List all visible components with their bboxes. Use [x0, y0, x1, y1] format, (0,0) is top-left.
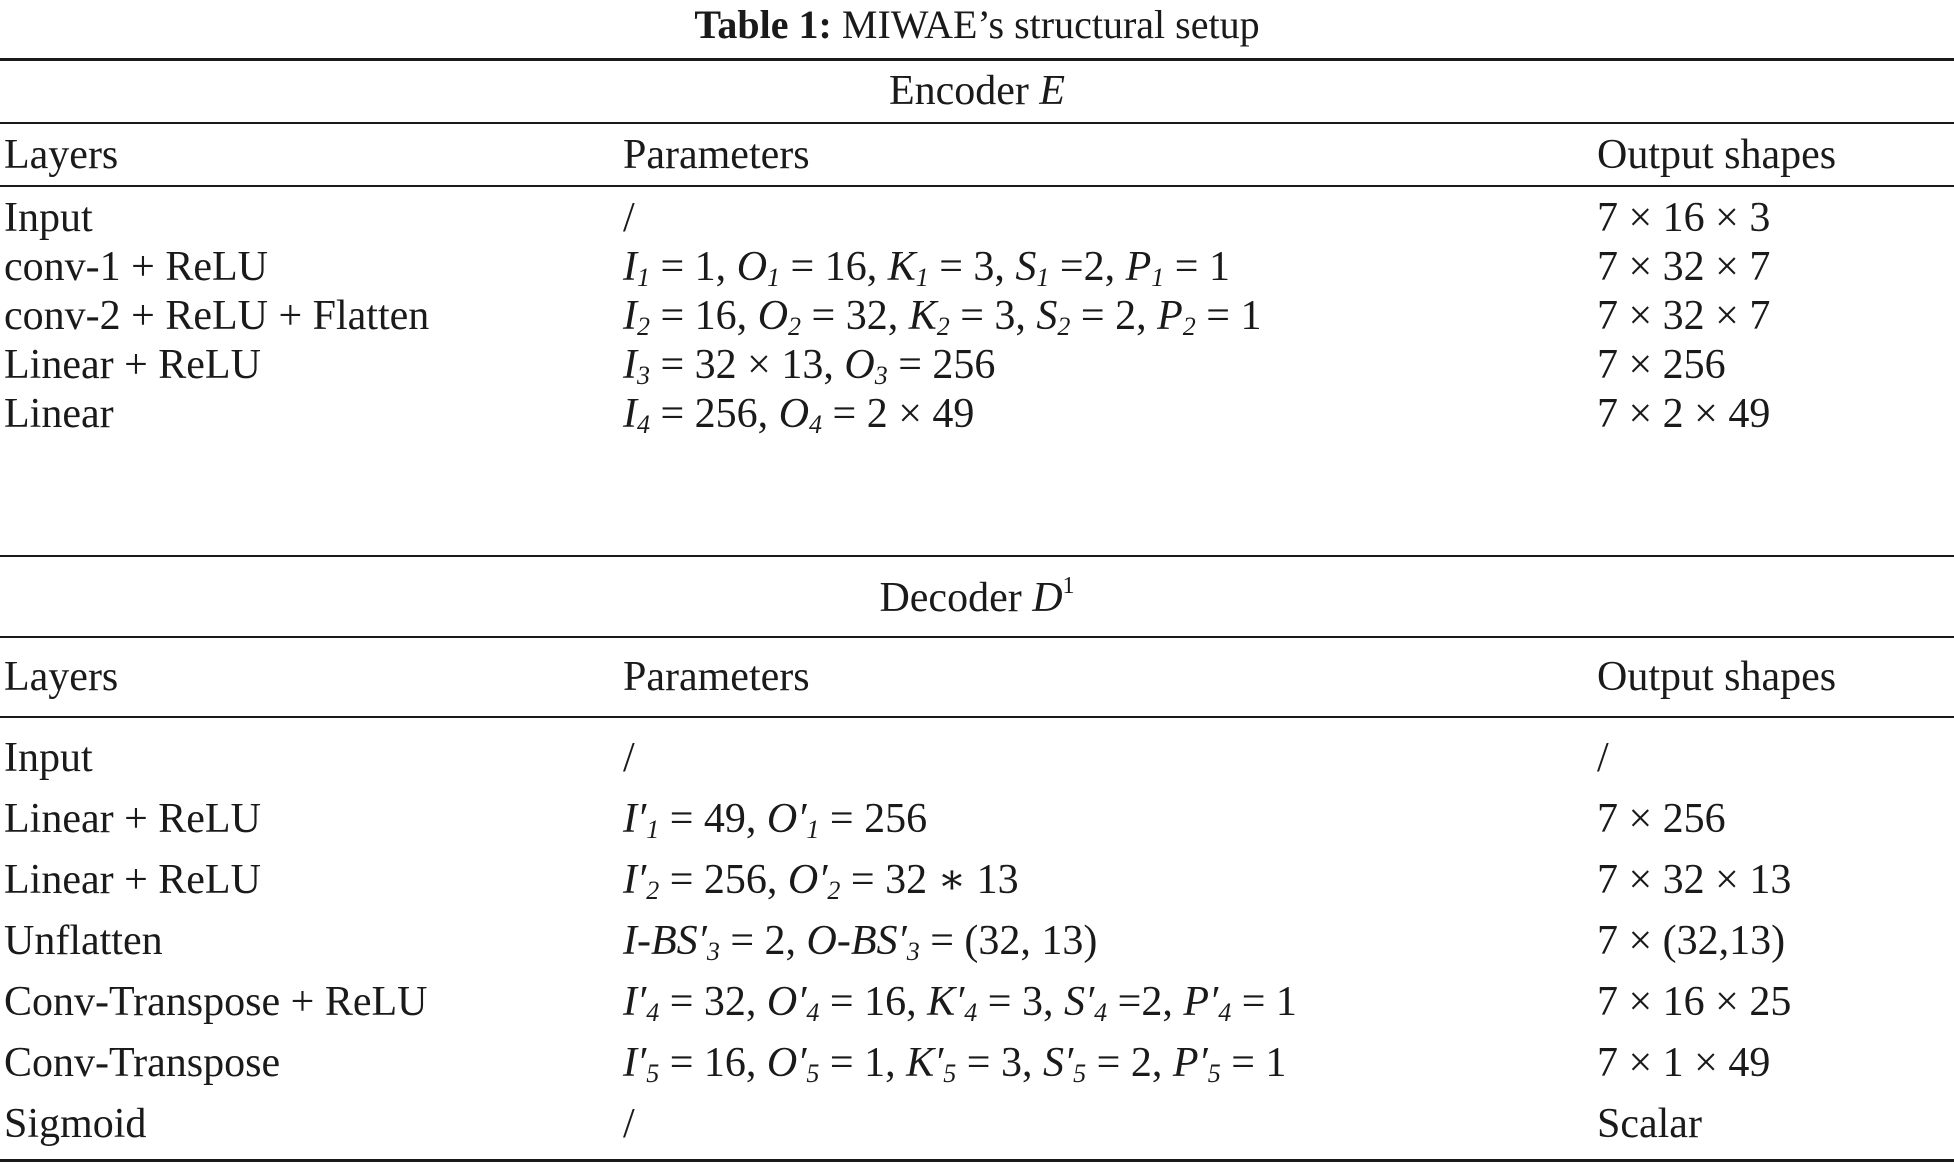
- output-cell: 7 × 1 × 49: [1597, 1040, 1771, 1086]
- encoder-title-rule: [0, 122, 1954, 124]
- table-caption: [0, 0, 1954, 50]
- encoder-bottom-rule: [0, 555, 1954, 557]
- layer-cell: Linear + ReLU: [4, 342, 261, 388]
- params-cell: $I'_1 = 49$, $O'_1 = 256$: [623, 796, 928, 844]
- output-cell: /: [1597, 735, 1609, 781]
- layer-cell: conv-2 + ReLU + Flatten: [4, 293, 430, 339]
- header-layers: Layers: [4, 654, 119, 700]
- output-cell: 7 × 2 × 49: [1597, 391, 1771, 437]
- caption-text: MIWAE’s structural setup: [841, 2, 1260, 47]
- params-cell: $I_3 = 32 \times 13$, $O_3 = 256$: [623, 342, 996, 390]
- header-output-shapes: Output shapes: [1597, 654, 1837, 700]
- layer-cell: Input: [4, 735, 93, 781]
- encoder-header-rule: [0, 185, 1954, 187]
- params-cell: $I'_5 = 16$, $O'_5 = 1$, $K'_5 = 3$, $S'_5 = 2$, $P'_5 = 1$: [623, 1040, 1287, 1088]
- table-row: [0, 972, 1954, 1033]
- bottom-rule: [0, 1159, 1954, 1162]
- table-row: [0, 850, 1954, 911]
- params-cell: $I-BS'_3 = 2$, $O-BS'_3 = (32$, 13): [623, 918, 1098, 966]
- params-cell: /: [623, 195, 635, 241]
- table-row: [0, 384, 1954, 445]
- output-cell: 7 × 256: [1597, 342, 1726, 388]
- output-cell: 7 × 256: [1597, 796, 1726, 842]
- output-cell: 7 × 16 × 3: [1597, 195, 1771, 241]
- output-cell: 7 × 16 × 25: [1597, 979, 1792, 1025]
- decoder-title-rule: [0, 636, 1954, 638]
- table-row: [0, 911, 1954, 972]
- output-cell: 7 × (32,13): [1597, 918, 1786, 964]
- table-row: [0, 1033, 1954, 1094]
- output-cell: 7 × 32 × 7: [1597, 293, 1771, 339]
- header-output-shapes: Output shapes: [1597, 132, 1837, 178]
- params-cell: $I_1 = 1$, $O_1 = 16$, $K_1 = 3$, $S_1 =2$, $P_1 = 1$: [623, 244, 1230, 292]
- layer-cell: Sigmoid: [4, 1101, 147, 1147]
- params-cell: $I'_2 = 256$, $O'_2 = 32$ ∗ 13: [623, 857, 1019, 905]
- encoder-symbol: E: [1039, 68, 1066, 114]
- encoder-header-row: [0, 125, 1954, 186]
- params-cell: /: [623, 735, 635, 781]
- decoder-superscript: 1: [1062, 573, 1075, 599]
- layer-cell: Conv-Transpose: [4, 1040, 281, 1086]
- table-row: [0, 1094, 1954, 1155]
- decoder-header-rule: [0, 716, 1954, 718]
- layer-cell: Linear: [4, 391, 114, 437]
- layer-cell: Linear + ReLU: [4, 796, 261, 842]
- caption-label: Table 1:: [694, 2, 832, 47]
- output-cell: 7 × 32 × 13: [1597, 857, 1792, 903]
- header-parameters: Parameters: [623, 132, 810, 178]
- output-cell: 7 × 32 × 7: [1597, 244, 1771, 290]
- layer-cell: Input: [4, 195, 93, 241]
- encoder-title: Encoder E: [888, 68, 1066, 114]
- layer-cell: Conv-Transpose + ReLU: [4, 979, 428, 1025]
- decoder-header-row: [0, 647, 1954, 708]
- layer-cell: Linear + ReLU: [4, 857, 261, 903]
- layer-cell: conv-1 + ReLU: [4, 244, 268, 290]
- decoder-title: Decoder $D^1$: [879, 573, 1075, 621]
- decoder-symbol: D: [1032, 575, 1063, 621]
- header-layers: Layers: [4, 132, 119, 178]
- params-cell: $I_2 = 16$, $O_2 = 32$, $K_2 = 3$, $S_2 = 2$, $P_2 = 1$: [623, 293, 1262, 341]
- table-row: [0, 728, 1954, 789]
- table-row: [0, 789, 1954, 850]
- output-cell: Scalar: [1597, 1101, 1702, 1147]
- params-cell: /: [623, 1101, 635, 1147]
- params-cell: $I_4 = 256$, $O_4 = 2 \times 49$: [623, 391, 975, 439]
- params-cell: $I'_4 = 32$, $O'_4 = 16$, $K'_4 = 3$, $S'_4 =2$, $P'_4 = 1$: [623, 979, 1297, 1027]
- header-parameters: Parameters: [623, 654, 810, 700]
- layer-cell: Unflatten: [4, 918, 163, 964]
